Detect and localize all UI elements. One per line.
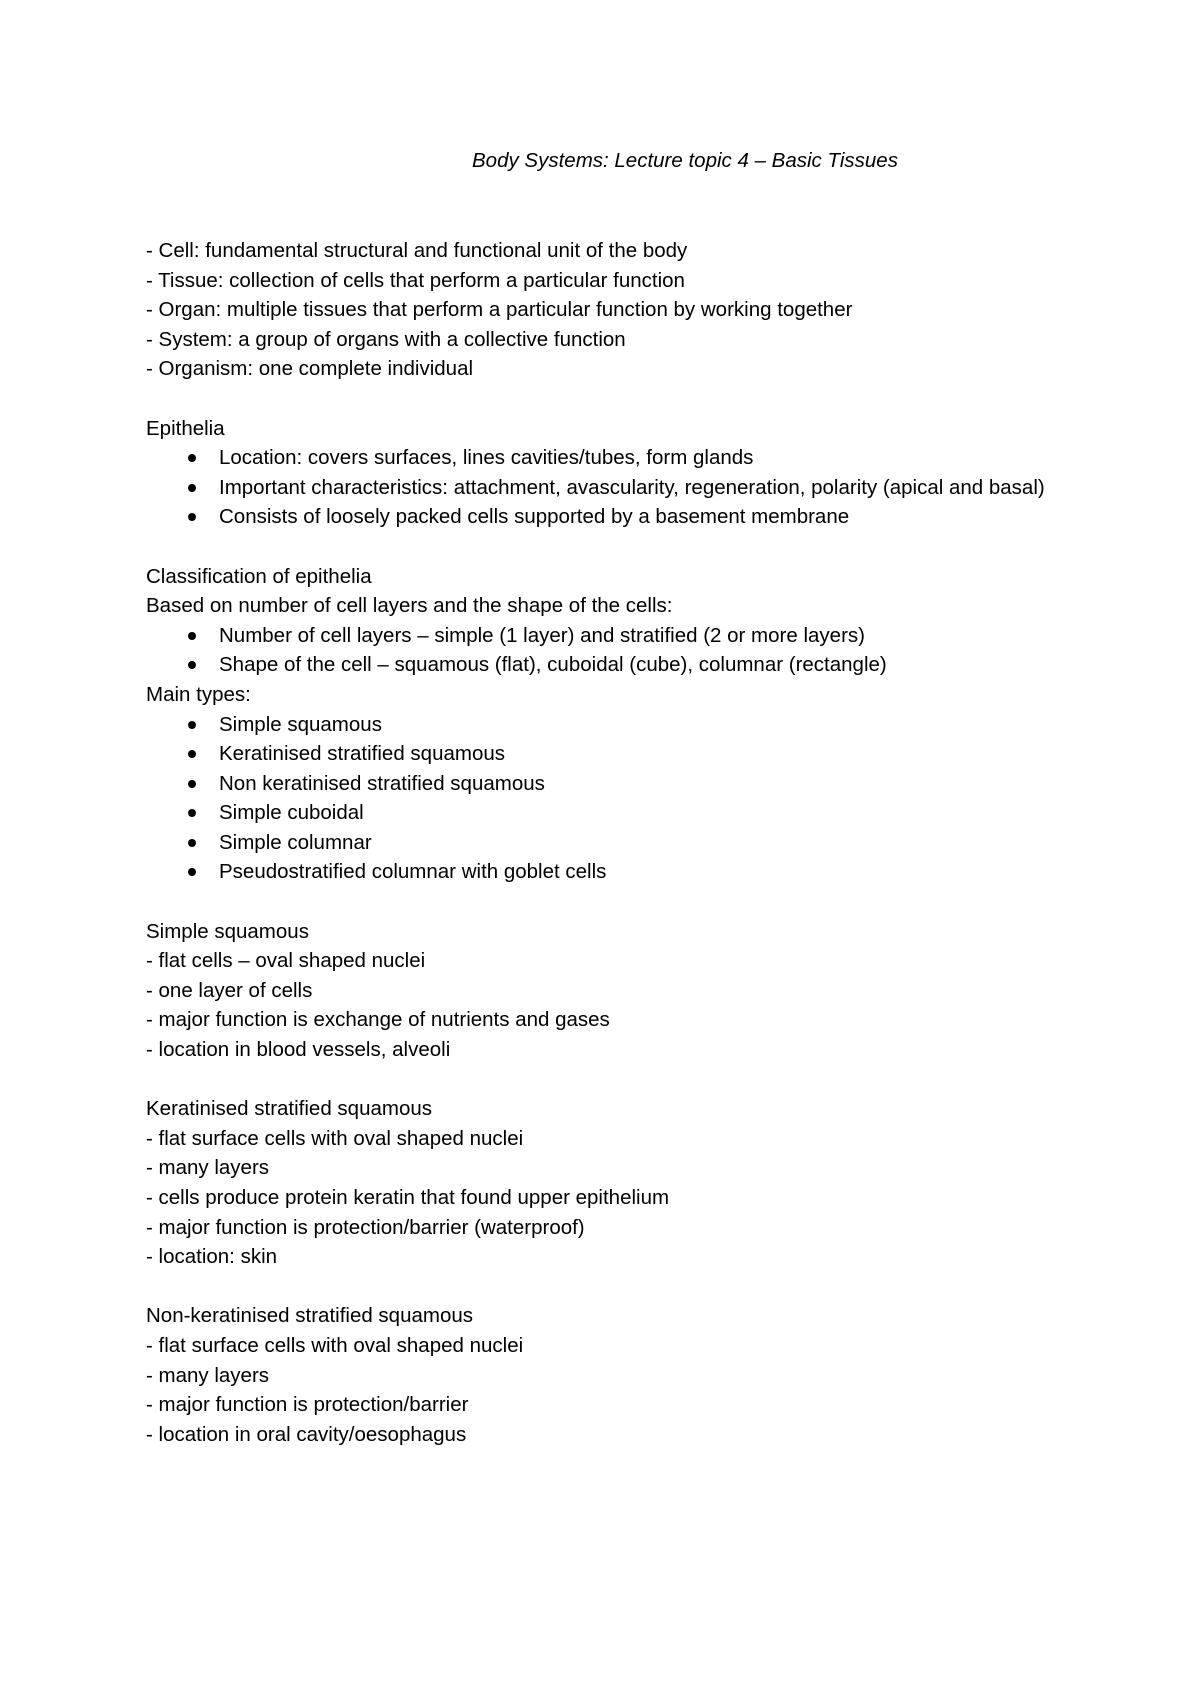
section-heading: Simple squamous [146, 919, 309, 943]
definition-line: - System: a group of organs with a collective function [146, 327, 626, 351]
type-item [146, 710, 1066, 740]
bullet-icon [188, 513, 196, 521]
bullet-item [146, 650, 1066, 680]
note-line: - location in oral cavity/oesophagus [146, 1422, 467, 1446]
type-item [146, 828, 1066, 858]
note-line: - major function is protection/barrier (waterproof) [146, 1215, 585, 1239]
bullet-icon [188, 750, 196, 758]
bullet-icon [188, 632, 196, 640]
bullet-item [146, 473, 1066, 503]
bullet-item [146, 621, 1066, 651]
section-subheading: Based on number of cell layers and the shape of the cells: [146, 594, 673, 618]
bullet-text: Important characteristics: attachment, avascularity, regeneration, polarity (apical and basal) [219, 475, 1045, 499]
note-line: - many layers [146, 1363, 270, 1387]
note-line: - cells produce protein keratin that found upper epithelium [146, 1186, 670, 1209]
note-line: - location: skin [146, 1245, 278, 1269]
definition-line: - Cell: fundamental structural and functional unit of the body [146, 239, 688, 262]
note-line: - location in blood vessels, alveoli [146, 1038, 451, 1062]
note-line: - major function is exchange of nutrients and gases [146, 1008, 610, 1032]
bullet-text: Number of cell layers – simple (1 layer) and stratified (2 or more layers) [219, 623, 865, 647]
bullet-icon [188, 868, 196, 876]
type-text: Non keratinised stratified squamous [219, 771, 545, 795]
type-item [146, 769, 1066, 799]
page-title: Body Systems: Lecture topic 4 – Basic Tissues [472, 149, 898, 172]
spacer [146, 1272, 1066, 1302]
definitions-list [146, 236, 1066, 384]
simple-squamous-section [146, 917, 1066, 1065]
bullet-item [146, 502, 1066, 532]
bullet-text: Shape of the cell – squamous (flat), cuboidal (cube), columnar (rectangle) [219, 653, 887, 677]
bullet-icon [188, 839, 196, 847]
definition-line: - Tissue: collection of cells that perform a particular function [146, 268, 685, 292]
bullet-icon [188, 454, 196, 462]
bullet-icon [188, 661, 196, 669]
bullet-text: Location: covers surfaces, lines cavities/tubes, form glands [219, 446, 754, 470]
spacer [146, 1065, 1066, 1095]
bullet-icon [188, 780, 196, 788]
epithelia-section [146, 414, 1066, 532]
spacer [146, 532, 1066, 562]
definition-line: - Organism: one complete individual [146, 357, 474, 381]
note-line: - flat surface cells with oval shaped nuclei [146, 1333, 524, 1357]
section-heading: Epithelia [146, 416, 225, 440]
spacer [146, 887, 1066, 917]
note-line: - flat cells – oval shaped nuclei [146, 949, 426, 973]
note-line: - one layer of cells [146, 978, 313, 1002]
keratinised-section [146, 1094, 1066, 1272]
classification-section [146, 562, 1066, 888]
type-item [146, 739, 1066, 769]
section-heading: Classification of epithelia [146, 564, 372, 588]
types-heading: Main types: [146, 682, 251, 706]
type-text: Simple squamous [219, 712, 382, 736]
bullet-icon [188, 484, 196, 492]
note-line: - many layers [146, 1156, 270, 1180]
non-keratinised-section [146, 1301, 1066, 1449]
document-body [146, 236, 1066, 1449]
note-line: - major function is protection/barrier [146, 1393, 469, 1417]
section-heading: Non-keratinised stratified squamous [146, 1304, 474, 1328]
type-text: Simple columnar [219, 830, 372, 854]
definition-line: - Organ: multiple tissues that perform a particular function by working together [146, 298, 853, 322]
section-heading: Keratinised stratified squamous [146, 1097, 433, 1121]
bullet-icon [188, 809, 196, 817]
type-text: Simple cuboidal [219, 801, 364, 825]
spacer [146, 384, 1066, 414]
type-item [146, 857, 1066, 887]
type-text: Keratinised stratified squamous [219, 742, 506, 766]
type-text: Pseudostratified columnar with goblet cells [219, 860, 607, 884]
bullet-item [146, 443, 1066, 473]
note-line: - flat surface cells with oval shaped nuclei [146, 1126, 524, 1150]
bullet-icon [188, 721, 196, 729]
bullet-text: Consists of loosely packed cells supported by a basement membrane [219, 505, 850, 529]
type-item [146, 798, 1066, 828]
